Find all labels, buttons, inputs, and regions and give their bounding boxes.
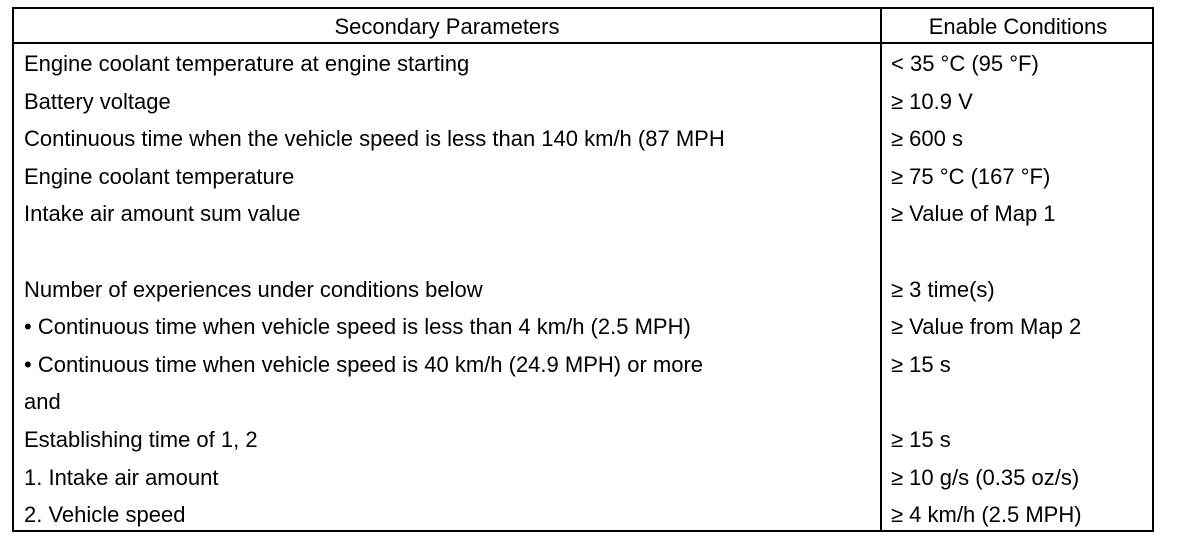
table-row <box>14 271 1152 309</box>
parameter-cell: 2. Vehicle speed <box>24 502 186 528</box>
table-header <box>14 9 1152 44</box>
parameter-cell: • Continuous time when vehicle speed is 40 km/h (24.9 MPH) or more <box>24 351 704 377</box>
table-row <box>14 120 1152 158</box>
table-row <box>14 83 1152 121</box>
condition-cell: ≥ 75 °C (167 °F) <box>891 163 1051 189</box>
condition-cell: ≥ 10 g/s (0.35 oz/s) <box>891 464 1080 490</box>
parameter-cell: Engine coolant temperature <box>24 163 295 189</box>
table-row <box>14 233 1152 271</box>
condition-cell: ≥ Value of Map 1 <box>891 201 1056 227</box>
table-body <box>14 45 1152 534</box>
condition-cell: ≥ Value from Map 2 <box>891 314 1082 340</box>
parameter-cell <box>24 233 874 271</box>
table-row <box>14 45 1152 83</box>
condition-cell: ≥ 15 s <box>891 351 951 377</box>
condition-cell <box>891 383 1151 421</box>
table-row <box>14 496 1152 534</box>
parameter-cell: Continuous time when the vehicle speed is less than 140 km/h (87 MPH <box>24 126 725 152</box>
header-secondary-parameters: Secondary Parameters <box>334 14 560 39</box>
parameter-cell: Engine coolant temperature at engine starting <box>24 51 470 76</box>
parameters-table <box>12 7 1154 532</box>
condition-cell: ≥ 15 s <box>891 426 951 452</box>
table-row <box>14 195 1152 233</box>
parameter-cell: Battery voltage <box>24 88 171 114</box>
table-row <box>14 308 1152 346</box>
table-row <box>14 459 1152 497</box>
parameter-cell: and <box>24 389 61 415</box>
header-enable-conditions: Enable Conditions <box>928 14 1108 39</box>
parameter-cell: Establishing time of 1, 2 <box>24 426 258 452</box>
table-row <box>14 158 1152 196</box>
table-row <box>14 421 1152 459</box>
condition-cell: ≥ 4 km/h (2.5 MPH) <box>891 502 1082 528</box>
parameter-cell: Intake air amount sum value <box>24 201 301 227</box>
parameter-cell: Number of experiences under conditions below <box>24 276 483 302</box>
condition-cell: ≥ 600 s <box>891 126 964 152</box>
table-row <box>14 346 1152 384</box>
condition-cell: ≥ 10.9 V <box>891 88 973 114</box>
parameter-cell: • Continuous time when vehicle speed is less than 4 km/h (2.5 MPH) <box>24 314 691 340</box>
condition-cell <box>891 233 1151 271</box>
table-row <box>14 383 1152 421</box>
condition-cell: < 35 °C (95 °F) <box>891 51 1039 76</box>
parameter-cell: 1. Intake air amount <box>24 464 219 490</box>
condition-cell: ≥ 3 time(s) <box>891 276 995 302</box>
